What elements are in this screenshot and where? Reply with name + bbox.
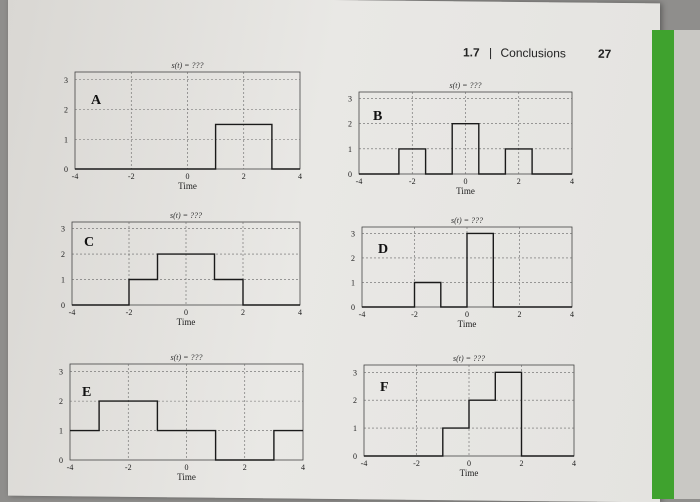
x-axis-label: Time xyxy=(177,472,196,482)
x-tick-label: 2 xyxy=(242,463,247,472)
header-separator: | xyxy=(489,45,493,60)
x-tick-label: -4 xyxy=(355,177,363,186)
x-tick-label: 4 xyxy=(301,463,305,472)
x-tick-label: -2 xyxy=(408,177,416,186)
y-tick-label: 1 xyxy=(64,135,68,145)
section-number: 1.7 xyxy=(463,45,480,60)
signal-trace-a xyxy=(75,124,300,169)
section-title: Conclusions xyxy=(500,45,566,61)
x-tick-label: 2 xyxy=(517,310,522,319)
y-tick-label: 1 xyxy=(353,424,357,434)
y-tick-label: 0 xyxy=(59,456,63,465)
x-tick-label: 0 xyxy=(465,310,469,319)
x-tick-label: -4 xyxy=(66,463,74,472)
panel-letter: D xyxy=(378,242,389,257)
signal-title: s(t) = ??? xyxy=(171,61,204,70)
chart-panel-f xyxy=(346,351,578,486)
chart-panel-d xyxy=(344,213,576,337)
signal-title: s(t) = ??? xyxy=(170,353,203,362)
x-tick-label: -2 xyxy=(413,459,420,468)
y-tick-label: 2 xyxy=(59,397,63,407)
x-tick-label: 2 xyxy=(241,308,245,317)
signal-trace-d xyxy=(362,233,572,307)
signal-title: s(t) = ??? xyxy=(450,216,484,225)
y-tick-label: 3 xyxy=(59,367,63,377)
y-tick-label: 0 xyxy=(353,452,357,461)
signal-title: s(t) = ??? xyxy=(449,81,482,90)
panel-letter: B xyxy=(373,109,383,124)
chart-panel-e xyxy=(52,350,307,490)
x-tick-label: -2 xyxy=(127,172,135,181)
y-tick-label: 3 xyxy=(348,94,352,104)
y-tick-label: 2 xyxy=(353,396,357,406)
x-tick-label: 2 xyxy=(516,177,521,186)
x-tick-label: 0 xyxy=(185,172,190,181)
x-axis-label: Time xyxy=(456,186,475,196)
panel-letter: F xyxy=(380,380,389,395)
x-tick-label: -2 xyxy=(411,310,418,319)
chart-panel-a xyxy=(57,58,304,199)
y-tick-label: 1 xyxy=(61,275,65,285)
x-tick-label: -4 xyxy=(71,172,79,181)
page-header xyxy=(463,45,612,61)
x-axis-label: Time xyxy=(178,181,197,191)
x-tick-label: -4 xyxy=(68,308,76,317)
green-book-tab xyxy=(652,30,674,499)
x-tick-label: 0 xyxy=(463,177,468,186)
x-axis-label: Time xyxy=(176,317,196,327)
y-tick-label: 0 xyxy=(351,303,355,312)
page-number: 27 xyxy=(598,46,612,61)
panel-letter: C xyxy=(84,235,95,250)
signal-trace-f xyxy=(364,372,574,456)
x-tick-label: -4 xyxy=(358,310,366,319)
x-tick-label: 4 xyxy=(298,308,302,317)
y-tick-label: 2 xyxy=(61,250,65,260)
y-tick-label: 3 xyxy=(61,224,65,234)
x-tick-label: -2 xyxy=(125,308,133,317)
x-axis-label: Time xyxy=(459,468,479,478)
y-tick-label: 1 xyxy=(59,426,63,436)
x-tick-label: 0 xyxy=(184,463,189,472)
y-tick-label: 2 xyxy=(348,119,352,129)
chart-panel-b xyxy=(341,78,576,204)
y-tick-label: 0 xyxy=(348,170,352,179)
panel-letter: E xyxy=(82,385,92,400)
y-tick-label: 1 xyxy=(351,278,355,288)
x-tick-label: 4 xyxy=(570,177,574,186)
y-tick-label: 1 xyxy=(348,144,352,154)
x-tick-label: 0 xyxy=(184,308,188,317)
y-tick-label: 0 xyxy=(64,165,68,174)
signal-title: s(t) = ??? xyxy=(452,354,486,363)
panel-letter: A xyxy=(91,93,102,108)
x-tick-label: 2 xyxy=(241,172,246,181)
signal-title: s(t) = ??? xyxy=(169,211,203,220)
y-tick-label: 3 xyxy=(351,229,355,239)
y-tick-label: 0 xyxy=(61,301,65,310)
background-strip xyxy=(674,30,700,499)
x-tick-label: 4 xyxy=(570,310,574,319)
y-tick-label: 3 xyxy=(64,75,68,85)
x-axis-label: Time xyxy=(457,319,477,329)
y-tick-label: 3 xyxy=(353,368,357,378)
x-tick-label: -2 xyxy=(124,463,132,472)
x-tick-label: 0 xyxy=(467,459,471,468)
chart-panel-c xyxy=(54,208,304,335)
x-tick-label: 4 xyxy=(298,172,302,181)
x-tick-label: 4 xyxy=(572,459,576,468)
x-tick-label: -4 xyxy=(360,459,368,468)
y-tick-label: 2 xyxy=(64,105,68,115)
y-tick-label: 2 xyxy=(351,253,355,263)
x-tick-label: 2 xyxy=(519,459,524,468)
